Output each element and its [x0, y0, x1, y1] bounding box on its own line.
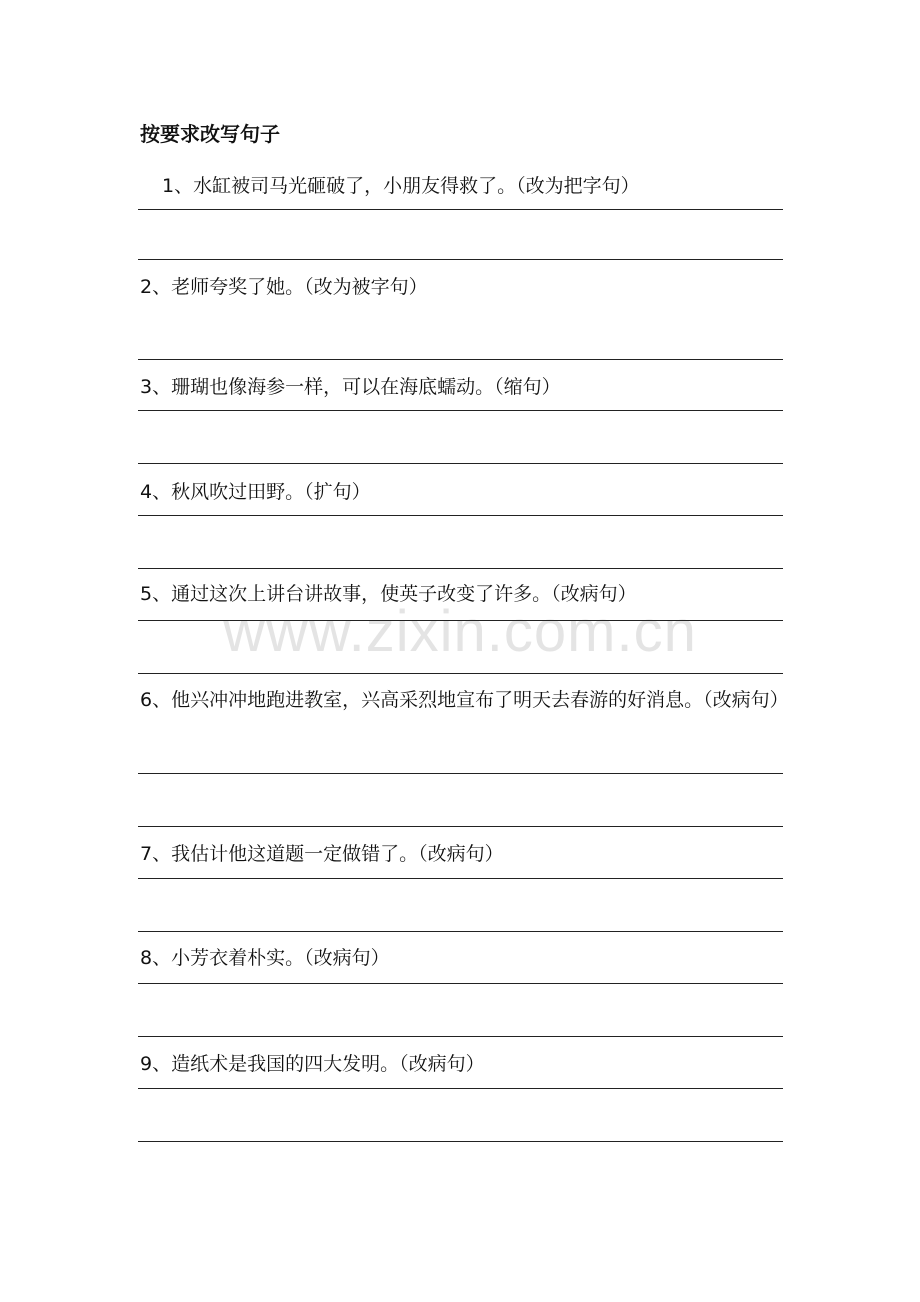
answer-line: [138, 983, 783, 984]
question-7: 7、我估计他这道题一定做错了。（改病句）: [140, 843, 504, 865]
answer-line: [138, 878, 783, 879]
answer-line: [138, 259, 783, 260]
question-1: 1、水缸被司马光砸破了，小朋友得救了。（改为把字句）: [162, 175, 640, 197]
question-2: 2、老师夸奖了她。（改为被字句）: [140, 276, 428, 298]
answer-line: [138, 826, 783, 827]
answer-line: [138, 515, 783, 516]
answer-line: [138, 568, 783, 569]
answer-line: [138, 931, 783, 932]
answer-line: [138, 1141, 783, 1142]
question-4: 4、秋风吹过田野。（扩句）: [140, 481, 371, 503]
question-6: 6、他兴冲冲地跑进教室，兴高采烈地宣布了明天去春游的好消息。（改病句）: [140, 689, 789, 711]
answer-line: [138, 410, 783, 411]
answer-line: [138, 1036, 783, 1037]
watermark: www.zixin.com.cn: [223, 599, 697, 664]
question-8: 8、小芳衣着朴实。（改病句）: [140, 947, 390, 969]
answer-line: [138, 673, 783, 674]
question-9: 9、造纸术是我国的四大发明。（改病句）: [140, 1053, 485, 1075]
question-5: 5、通过这次上讲台讲故事，使英子改变了许多。（改病句）: [140, 583, 637, 605]
answer-line: [138, 463, 783, 464]
answer-line: [138, 1088, 783, 1089]
question-3: 3、珊瑚也像海参一样，可以在海底蠕动。（缩句）: [140, 376, 561, 398]
worksheet-title: 按要求改写句子: [140, 122, 280, 146]
answer-line: [138, 773, 783, 774]
answer-line: [138, 620, 783, 621]
answer-line: [138, 209, 783, 210]
answer-line: [138, 359, 783, 360]
